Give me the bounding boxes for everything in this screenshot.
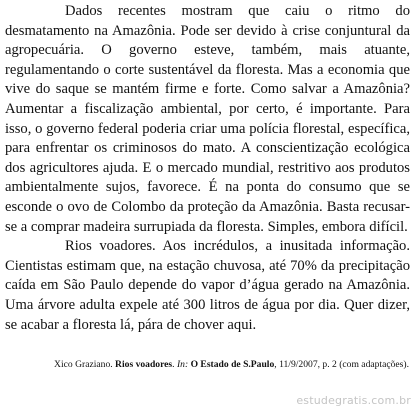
- source-details: , 11/9/2007, p. 2 (com adaptações).: [274, 359, 409, 370]
- source-in-label: In:: [176, 359, 189, 370]
- source-title: Rios voadores: [115, 359, 173, 370]
- article-text: [5, 2, 410, 335]
- source-publication: O Estado de S.Paulo: [190, 359, 275, 370]
- paragraph-2: Rios voadores. Aos incrédulos, a inusitada informação. Cientistas estimam que, na estação chuvosa, até 70% da precipitação caída em São Paulo depende do vapor d’água gerado na Amazônia. Uma árvore adulta expele até 300 litros de água por dia. Quer dizer, se acabar a floresta lá, pára de chover aqui.: [5, 238, 410, 333]
- paragraph-1: Dados recentes mostram que caiu o ritmo do desmatamento na Amazônia. Pode ser devido à crise conjuntural da agropecuária. O governo esteve, também, mais atuante, regulamentando o corte sustentável da floresta. Mas a economia que vive do saque se mantém firme e forte. Como salvar a Amazônia? Aumentar a fiscalização ambiental, por certo, é importante. Para isso, o governo federal poderia criar uma polícia florestal, específica, para enfrentar os criminosos do mato. A conscientização ecológica dos agricultores ajuda. E o mercado mundial, restritivo aos produtos ambientalmente sujos, favorece. É na ponta do consumo que se esconde o ovo de Colombo da proteção da Amazônia. Basta recusar-se a comprar madeira surrupiada da floresta. Simples, embora difícil.: [5, 3, 410, 235]
- source-author: Xico Graziano.: [54, 359, 113, 370]
- source-citation: Xico Graziano. Rios voadores. In: O Estado de S.Paulo, 11/9/2007, p. 2 (com adaptações).: [54, 359, 409, 370]
- watermark: estudegratis.com.br: [296, 394, 411, 407]
